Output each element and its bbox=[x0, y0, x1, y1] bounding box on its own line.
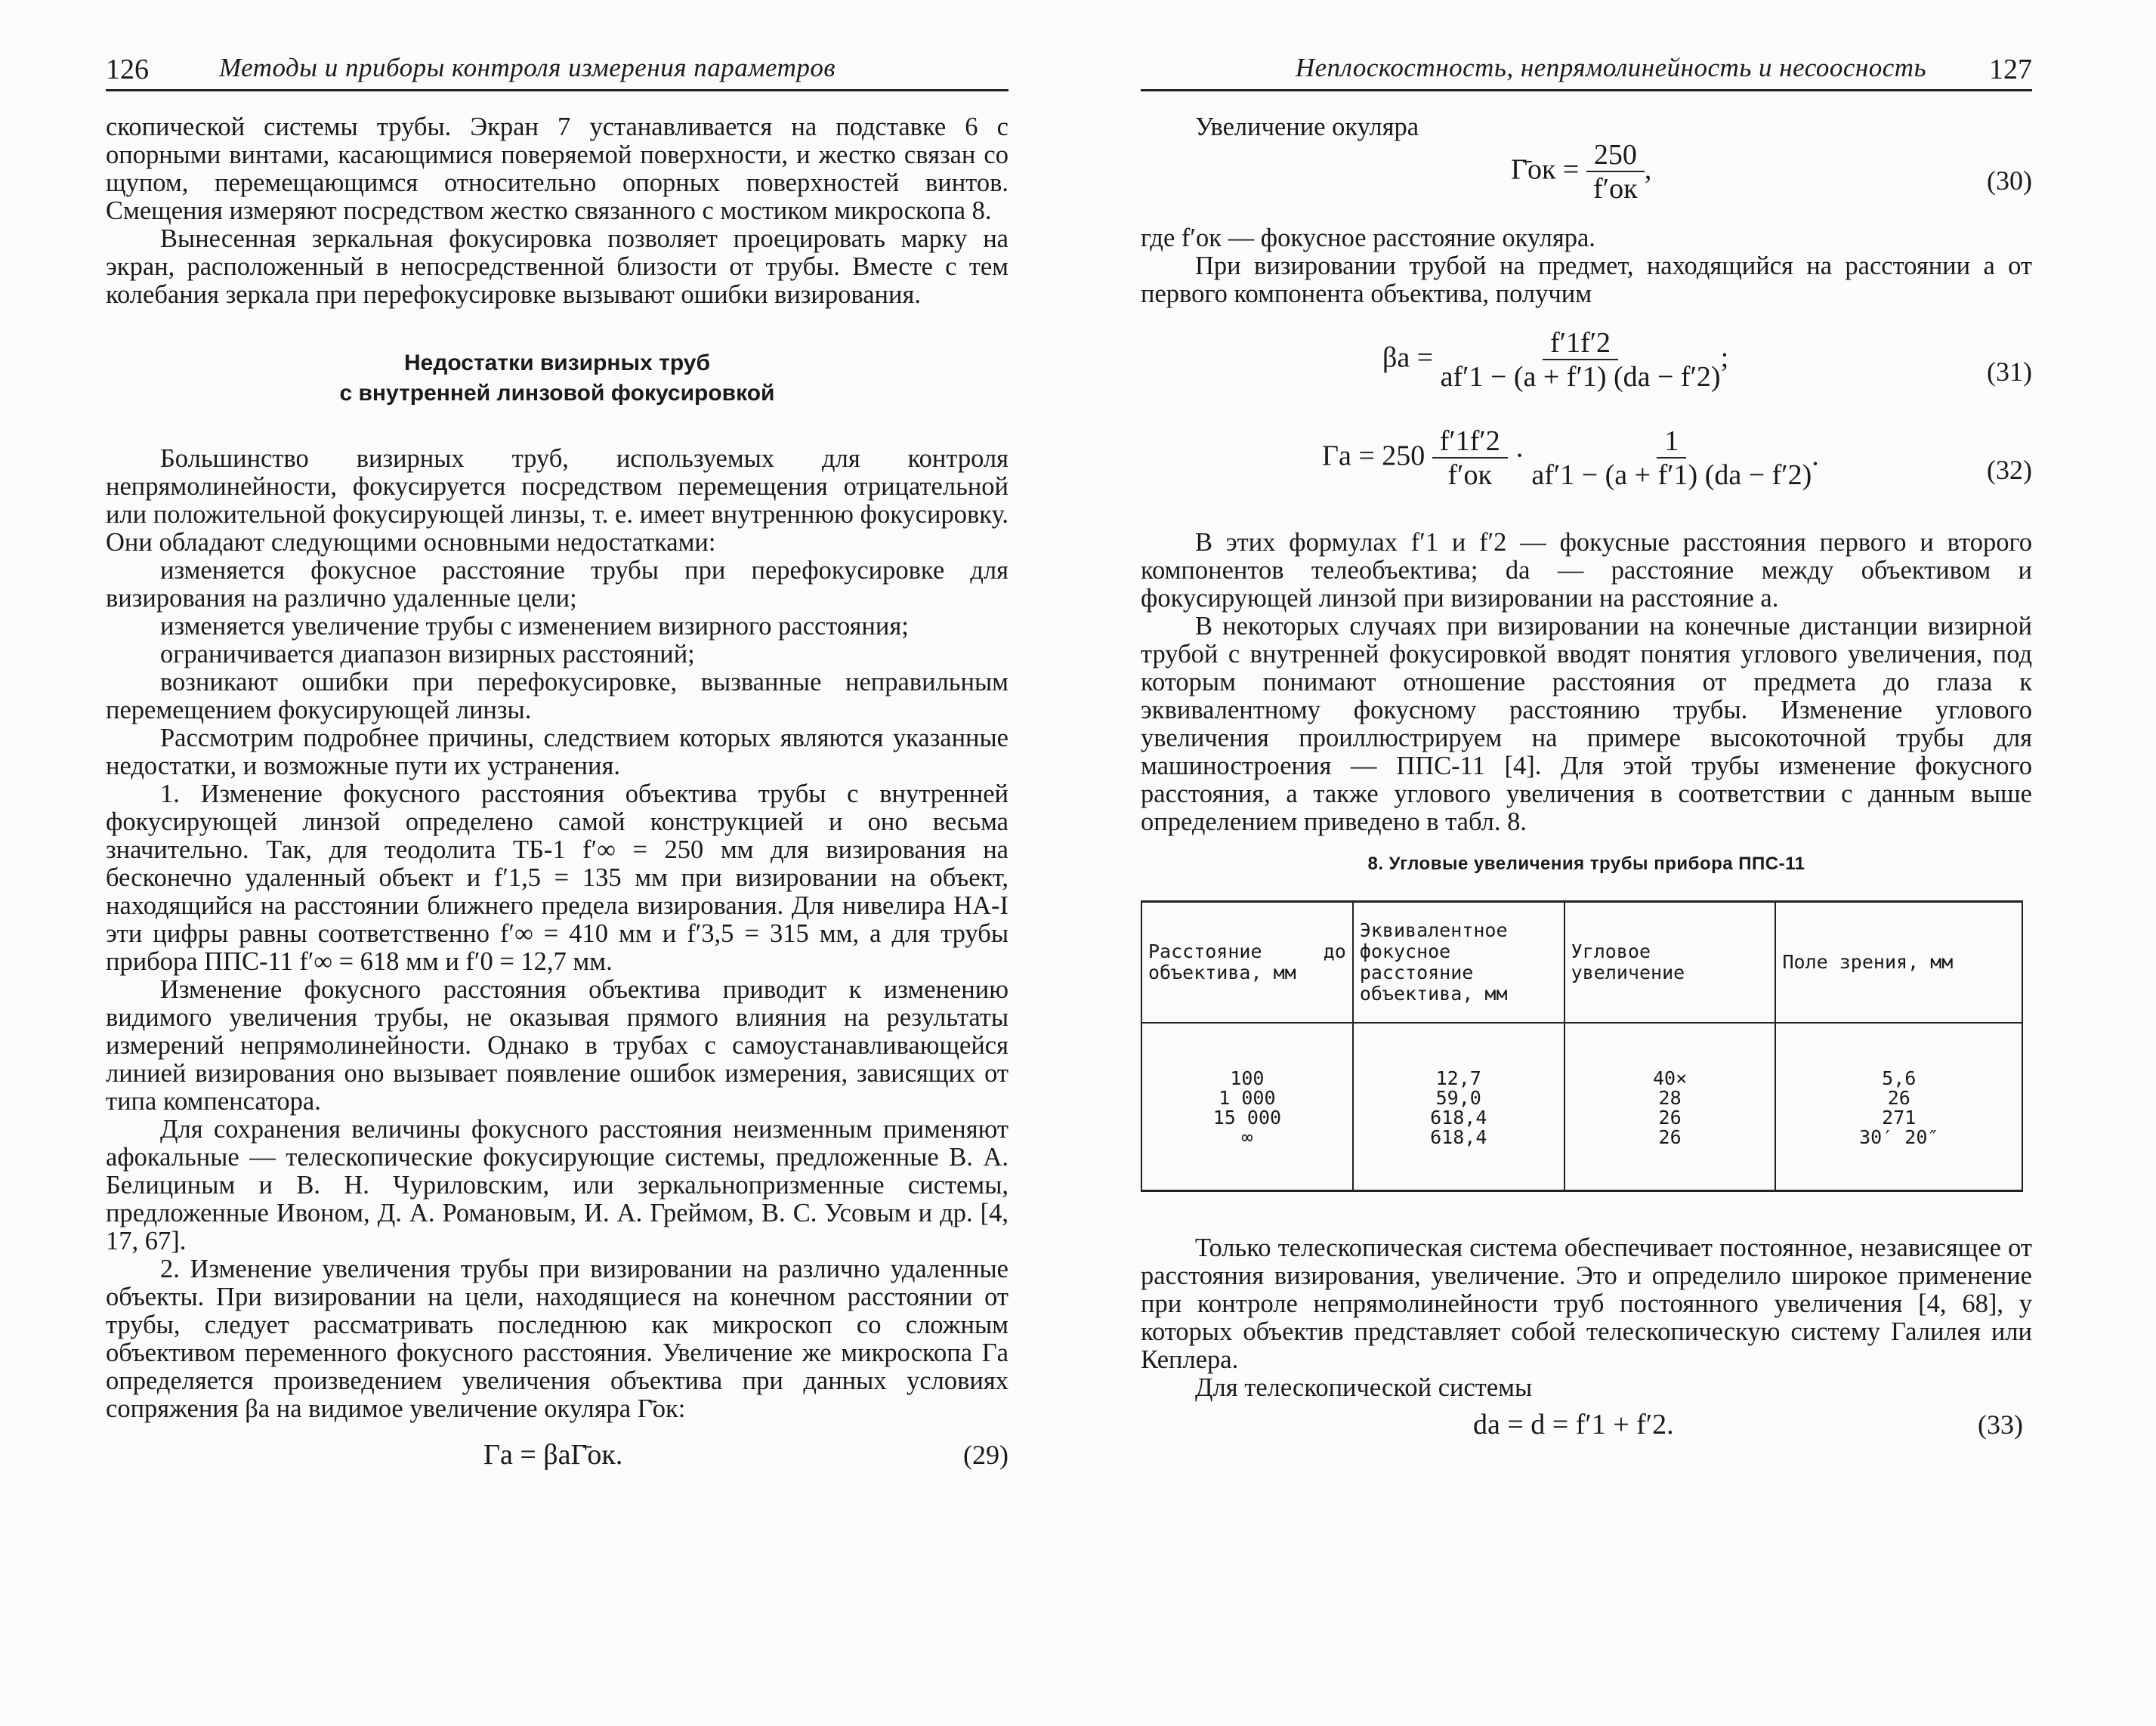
paragraph: 2. Изменение увеличения трубы при визировании на различно удаленные объекты. При визировании на цели, находящиеся на конечном расстоянии от трубы, следует рассматривать последнюю как микроскоп со сложным объективом переменного фокусного расстояния. Увеличение же микроскопа Гa определяется произведением увеличения объектива при данных условиях сопряжения βa на видимое увеличение окуляра Γ̄ок: bbox=[106, 1255, 1009, 1423]
fraction bbox=[1586, 141, 1645, 203]
equation-29 bbox=[106, 1434, 1009, 1487]
list-item: ограничивается диапазон визирных расстояний; bbox=[160, 640, 695, 668]
table-cell: 26 bbox=[1564, 1108, 1776, 1128]
equation-lhs: Γ̄ок = bbox=[1511, 153, 1580, 186]
table-cell: ∞ bbox=[1141, 1128, 1353, 1147]
paragraph: Рассмотрим подробнее причины, следствием которых являются указанные недостатки, и возможные пути их устранения. bbox=[106, 724, 1009, 780]
multiplication-dot: · bbox=[1515, 440, 1524, 472]
denominator: f′ок bbox=[1447, 459, 1492, 491]
list-item: возникают ошибки при перефокусировке, вызванные неправильным перемещением фокусирующей линзы. bbox=[106, 668, 1009, 724]
column-header: Поле зрения, мм bbox=[1775, 902, 2022, 1024]
paragraph: Увеличение окуляра bbox=[1195, 113, 1419, 141]
table-cell: 271 bbox=[1775, 1108, 2022, 1128]
paragraph: Для сохранения величины фокусного расстояния неизменным применяют афокальные — телескопические фокусирующие системы, предложенные В. А. Белициным и В. Н. Чуриловским, или зеркальнопризменные системы, предложенные Ивоном, Д. А. Романовым, И. А. Греймом, В. С. Усовым и др. [4, 17, 67]. bbox=[106, 1115, 1009, 1255]
equation-tail: ; bbox=[1720, 341, 1729, 374]
table-row bbox=[1141, 1069, 2022, 1088]
equation-body: Γa = βaΓ̄ок. bbox=[483, 1439, 623, 1471]
table-caption: 8. Угловые увеличения трубы прибора ППС-11 bbox=[1367, 854, 1805, 874]
table-cell: 1 000 bbox=[1141, 1088, 1353, 1108]
paragraph: Изменение фокусного расстояния объектива приводит к изменению видимого увеличения трубы, не оказывая прямого влияния на результаты измерений непрямолинейности. Однако в трубах с самоустанавливающейся линией визирования оно вызывает появление ошибок измерения, зависящих от типа компенсатора. bbox=[106, 975, 1009, 1116]
equation-31 bbox=[1141, 325, 2032, 423]
denominator: af′1 − (a + f′1) (da − f′2) bbox=[1440, 361, 1721, 393]
column-header: Угловое увеличение bbox=[1564, 902, 1776, 1024]
equation-32 bbox=[1141, 423, 2032, 529]
list-item: изменяется фокусное расстояние трубы при перефокусировке для визирования на различно удаленные цели; bbox=[106, 556, 1009, 613]
table-cell: 30′ 20″ bbox=[1775, 1128, 2022, 1147]
column-header: Расстояние до объектива, мм bbox=[1141, 902, 1353, 1024]
equation-tail: . bbox=[1812, 440, 1819, 472]
numerator: 1 bbox=[1657, 428, 1686, 459]
paragraph: где f′ок — фокусное расстояние окуляра. bbox=[1141, 224, 1595, 252]
running-title: Неплоскостность, непрямолинейность и несоосность bbox=[1295, 53, 1926, 82]
paragraph: В этих формулах f′1 и f′2 — фокусные расстояния первого и второго компонентов телеобъектива; da — расстояние между объективом и фокусирующей линзой при визировании на расстояние a. bbox=[1141, 528, 2032, 613]
left-page bbox=[106, 0, 1009, 1726]
table-header-row bbox=[1141, 902, 2022, 1024]
left-page-body bbox=[106, 113, 1009, 1487]
fraction bbox=[1432, 425, 1508, 491]
running-title: Методы и приборы контроля измерения параметров bbox=[219, 53, 836, 82]
paragraph: скопической системы трубы. Экран 7 устанавливается на подставке 6 с опорными винтами, касающимися поверяемой поверхности, и жестко связан со щупом, перемещающимся относительно опорных поверхностей винтов. Смещения измеряют посредством жестко связанного с мостиком микроскопа 8. bbox=[106, 113, 1009, 225]
section-heading-line: Недостатки визирных труб bbox=[403, 350, 711, 375]
table-cell: 28 bbox=[1564, 1088, 1776, 1108]
equation-body: da = d = f′1 + f′2. bbox=[1473, 1409, 1674, 1440]
table-cell: 40× bbox=[1564, 1069, 1776, 1088]
table-cell: 100 bbox=[1141, 1069, 1353, 1088]
paragraph: Большинство визирных труб, используемых для контроля непрямолинейности, фокусируется посредством перемещения отрицательной или положительной фокусирующей линзы, т. е. имеет внутреннюю фокусировку. Они обладают следующими основными недостатками: bbox=[106, 444, 1009, 557]
paragraph: При визировании трубой на предмет, находящийся на расстоянии a от первого компонента объектива, получим bbox=[1141, 252, 2032, 308]
equation-tail: , bbox=[1644, 153, 1652, 186]
equation-lhs: Γa = 250 bbox=[1322, 440, 1425, 472]
page-number: 126 bbox=[106, 54, 149, 85]
section-heading bbox=[106, 348, 1009, 409]
numerator: f′1f′2 bbox=[1543, 329, 1618, 360]
right-page bbox=[1141, 0, 2032, 1726]
paragraph: Только телескопическая система обеспечивает постоянное, независящее от расстояния визирования, увеличение. Это и определило широкое применение при контроле непрямолинейности труб постоянного увеличения [4, 68], у которых объектив представляет собой телескопическую систему Галилея или Кеплера. bbox=[1141, 1234, 2032, 1374]
equation-number: (33) bbox=[1978, 1410, 2023, 1440]
equation-number: (31) bbox=[1987, 357, 2032, 387]
table-cell: 59,0 bbox=[1353, 1088, 1564, 1108]
list-item: изменяется увеличение трубы с изменением визирного расстояния; bbox=[160, 612, 909, 641]
table-cell: 618,4 bbox=[1353, 1128, 1564, 1147]
table-cell: 26 bbox=[1775, 1088, 2022, 1108]
left-page-header bbox=[106, 47, 1009, 91]
paragraph: 1. Изменение фокусного расстояния объектива трубы с внутренней фокусирующей линзой определено самой конструкцией и оно весьма значительно. Так, для теодолита ТБ-1 f′∞ = 250 мм для визирования на бесконечно удаленный объект и f′1,5 = 135 мм при визировании на объект, находящийся на расстоянии ближнего предела визирования. Для нивелира НА-I эти цифры равны соответственно f′∞ = 410 мм и f′3,5 = 315 мм, а для трубы прибора ППС-11 f′∞ = 618 мм и f′0 = 12,7 мм. bbox=[106, 780, 1009, 976]
paragraph: Вынесенная зеркальная фокусировка позволяет проецировать марку на экран, расположенный в непосредственной близости от трубы. Вместе с тем колебания зеркала при перефокусировке вызывают ошибки визирования. bbox=[106, 224, 1009, 309]
table-row bbox=[1141, 1108, 2022, 1128]
table-cell: 5,6 bbox=[1775, 1069, 2022, 1088]
table-cell: 12,7 bbox=[1353, 1069, 1564, 1088]
table-cell: 618,4 bbox=[1353, 1108, 1564, 1128]
table-row bbox=[1141, 1128, 2022, 1147]
data-table bbox=[1141, 900, 2023, 1192]
equation-33 bbox=[1141, 1406, 2032, 1459]
denominator: f′ок bbox=[1593, 173, 1638, 205]
column-header: Эквивалентное фокусное расстояние объектива, мм bbox=[1353, 902, 1564, 1024]
page-number: 127 bbox=[1989, 54, 2032, 85]
paragraph: Для телескопической системы bbox=[1195, 1373, 1533, 1402]
numerator: 250 bbox=[1586, 141, 1645, 172]
fraction bbox=[1531, 425, 1812, 491]
denominator: af′1 − (a + f′1) (da − f′2) bbox=[1531, 459, 1812, 491]
equation-lhs: βa = bbox=[1382, 341, 1434, 374]
right-page-body bbox=[1141, 113, 2032, 1459]
equation-30 bbox=[1141, 141, 2032, 224]
equation-number: (30) bbox=[1987, 165, 2032, 196]
equation-number: (32) bbox=[1987, 455, 2032, 485]
table-row bbox=[1141, 1088, 2022, 1108]
section-heading-line: с внутренней линзовой фокусировкой bbox=[339, 381, 775, 406]
numerator: f′1f′2 bbox=[1432, 428, 1508, 459]
table-cell: 15 000 bbox=[1141, 1108, 1353, 1128]
paragraph: В некоторых случаях при визировании на конечные дистанции визирной трубой с внутренней фокусировкой вводят понятия углового увеличения, под которым понимают отношение расстояния от предмета до глаза к эквивалентному фокусному расстоянию трубы. Изменение углового увеличения проиллюстрируем на примере высокоточной трубы для машиностроения — ППС-11 [4]. Для этой трубы изменение фокусного расстояния, а также углового увеличения в соответствии с данным выше определением приведено в табл. 8. bbox=[1141, 612, 2032, 836]
fraction bbox=[1441, 329, 1721, 391]
equation-number: (29) bbox=[963, 1440, 1009, 1470]
right-page-header bbox=[1141, 47, 2032, 91]
table-cell: 26 bbox=[1564, 1128, 1776, 1147]
